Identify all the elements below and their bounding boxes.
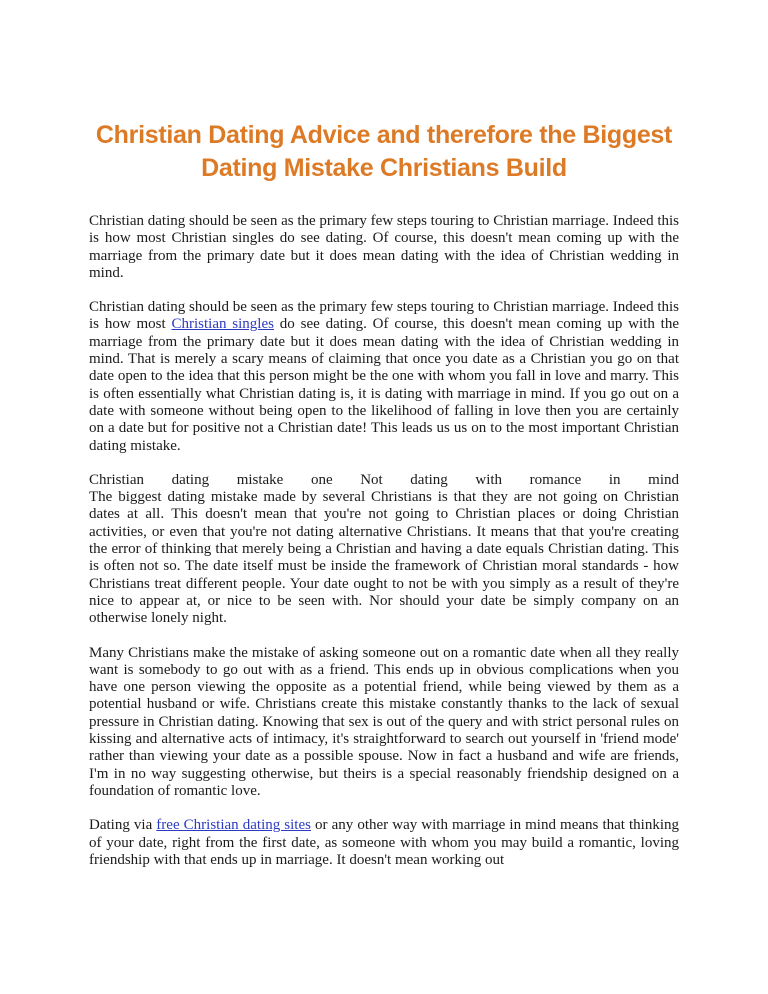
paragraph-expanded xyxy=(89,299,679,455)
paragraph-friend-mode: Many Christians make the mistake of asking someone out on a romantic date when all they really want is somebody to go out with as a friend. This ends up in obvious complications when you have one person viewing the opposite as a potential friend, while being viewed by them as a potential husband or wife. Christians create this mistake constantly thanks to the lack of sexual pressure in Christian dating. Knowing that sex is out of the query and with strict personal rules on kissing and alternative acts of intimacy, it's straightforward to search out yourself in 'friend mode' rather than viewing your date as a possible spouse. Now in fact a husband and wife are friends, I'm in no way suggesting otherwise, but theirs is a special reasonably friendship designed on a foundation of romantic love. xyxy=(89,644,679,799)
free-christian-dating-sites-link[interactable]: free Christian dating sites xyxy=(156,817,311,834)
paragraph-expanded-before: Christian dating should be seen as the primary few steps touring to Christian marriage. Indeed this is how most xyxy=(89,299,679,333)
paragraph-expanded-after: do see dating. Of course, this doesn't mean coming up with the marriage from the primary date but it does mean dating with the idea of Christian wedding in mind. That is merely a scary means of claiming that once you date as a Christian you go on that date open to the idea that this person might be the one with whom you fall in love and marry. This is often essentially what Christian dating is, it is dating with marriage in mind. If you go out on a date with someone without being open to the likelihood of falling in love then you are certainly on a date but for positive not a Christian date! This leads us us on to the most important Christian dating mistake. xyxy=(89,316,679,454)
page-title-line-1: Christian Dating Advice and therefore the Biggest xyxy=(95,121,673,149)
paragraph-dating-sites-before: Dating via xyxy=(89,817,157,834)
paragraph-dating-sites-after: or any other way with marriage in mind means that thinking of your date, right from the first date, as someone with whom you may build a romantic, loving friendship with that ends up in marriage. It doesn't mean working out xyxy=(89,817,680,868)
paragraph-mistake-body: The biggest dating mistake made by several Christians is that they are not going on Christian dates at all. This doesn't mean that you're not going to Christian places or doing Christian activities, or even that you're not dating alternative Christians. It means that that you're creating the error of thinking that merely being a Christian and having a date equals Christian dating. This is often not so. The date itself must be inside the framework of Christian moral standards - how Christians treat different people. Your date ought to not be with you simply as a result of they're nice to appear at, or nice to be seen with. Nor should your date be simply company on an otherwise lonely night. xyxy=(89,489,679,627)
page-title xyxy=(0,0,768,185)
paragraph-dating-sites xyxy=(89,817,679,869)
mistake-heading-line: Christian dating mistake one Not dating with romance in mind xyxy=(89,471,679,488)
article-body xyxy=(89,213,679,869)
christian-singles-link[interactable]: Christian singles xyxy=(171,316,274,333)
paragraph-intro: Christian dating should be seen as the primary few steps touring to Christian marriage. Indeed this is how most Christian singles do see dating. Of course, this doesn't mean coming up with the marriage from the primary date but it does mean dating with the idea of Christian wedding in mind. xyxy=(89,213,679,281)
page-title-line-2: Dating Mistake Christians Build xyxy=(201,154,567,182)
